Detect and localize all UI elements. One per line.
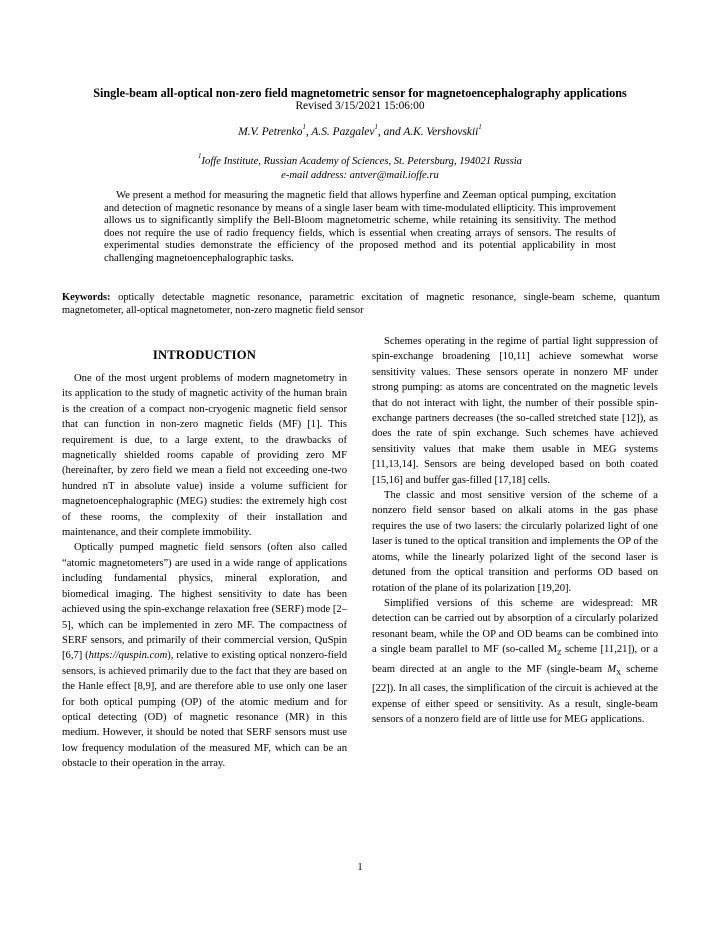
abstract xyxy=(104,190,616,266)
intro-paragraph-3: Schemes operating in the regime of partial light suppression of spin-exchange broadening [10,11] achieve somewhat worse sensitivity values. These sensors operate in nonzero MF under strong pumping: as atoms are concentrated on the magnetic levels that do not interact with light, the number of their possible spin-exchange partners decreases (the so-called stretched state [12]), as does the rate of spin exchange. Such schemes have achieved sensitivity values that make them usable in MEG systems [11,13,14]. Sensors are being developed based on both coated [15,16] and buffer gas-filled [17,18] cells. xyxy=(372,336,658,486)
keywords-label: Keywords: xyxy=(62,292,111,303)
quspin-url-link[interactable]: https://quspin.com xyxy=(88,650,168,662)
author-separator: , and xyxy=(377,126,404,138)
intro-paragraph-2: Optically pumped magnetic field sensors (often also called “atomic magnetometers”) are used in a wide range of applications including fundamental physics, mineral exploration, and biomedical imaging. The highest sensitivity to date has been achieved using the spin-exchange relaxation free (SERF) mode [2–5], which can be implemented in zero MF. The compactness of SERF sensors, and primarily of their commercial version, QuSpin [6,7] (https://quspin.com), relative to existing optical nonzero-field sensors, is achieved primarily due to the fact that they are based on the Hanle effect [8,9], and are therefore able to use only one laser for both optical pumping (OP) of the atomic medium and for optical detecting (OD) of magnetic resonance (MR) in this medium. However, it should be noted that SERF sensors must use low frequency modulation of the measured MF, which can be an obstacle to their operation in the array. xyxy=(62,542,347,770)
affiliation-block xyxy=(60,152,660,183)
revision-date: Revised 3/15/2021 15:06:00 xyxy=(295,100,425,112)
section-heading-introduction: INTRODUCTION xyxy=(152,348,257,362)
author-affiliation-mark: 1 xyxy=(478,123,482,132)
affiliation-mark: 1 xyxy=(198,152,202,161)
contact-email: e-mail address: antver@mail.ioffe.ru xyxy=(281,170,439,181)
intro-paragraph-1: One of the most urgent problems of modern magnetometry in its application to the study of magnetic activity of the human brain is the creation of a compact non-cryogenic magnetic field sensor that can function in non-zero magnetic fields (MF) [1]. This requirement is due, to a large extent, to the drawbacks of magnetically shielded rooms capable of providing zero MF (hereinafter, by zero field we mean a field not exceeding one-two hundred nT in absolute value) inside a volume sufficient for magnetoencephalographic (MEG) studies: the extremely high cost of these rooms, the complexity of their installation and maintenance, and their complete immobility. xyxy=(62,373,347,539)
abstract-text: We present a method for measuring the magnetic field that allows hyperfine and Zeeman optical pumping, excitation and detection of magnetic resonance by means of a single laser beam with time-modulated ellipticity. This improvement allows us to significantly simplify the Bell-Bloom magnetometric scheme, while retaining its sensitivity. The method does not require the use of radio frequency fields, which is essential when creating arrays of sensors. The results of experimental studies demonstrate the efficiency of the proposed method and its potential applicability in most challenging magnetoencephalographic tasks. xyxy=(104,190,616,264)
author-affiliation-mark: 1 xyxy=(302,123,306,132)
author-list xyxy=(60,125,660,139)
page-number: 1 xyxy=(357,862,363,873)
intro-paragraph-5: Simplified versions of this scheme are widespread: MR detection can be carried out by absorption of a circularly polarized resonant beam, while the OP and OD beams can be combined into a single beam parallel to MF (so-called $M_Z$ scheme [11,21]), or a beam directed at an angle to the MF (single-beam $M_X$ scheme [22]). In all cases, the simplification of the circuit is achieved at the expense of either speed or sensitivity. As a result, single-beam sensors of a nonzero field are of little use for MEG applications. xyxy=(372,597,658,725)
left-column xyxy=(62,345,347,772)
affiliation-institute: Ioffe Institute, Russian Academy of Sciences, St. Petersburg, 194021 Russia xyxy=(201,156,522,167)
author-affiliation-mark: 1 xyxy=(374,123,378,132)
intro-paragraph-4: The classic and most sensitive version of the scheme of a nonzero field sensor based on alkali atoms in the gas phase requires the use of two lasers: the circularly polarized light of one laser is tuned to the optical transition and implements the OP of the atoms, while the linearly polarized light of the second laser is detuned from the optical transition and performs OD based on rotation of the plane of its polarization [19,20]. xyxy=(372,490,658,594)
author-name: A.S. Pazgalev xyxy=(311,126,375,138)
keywords-text: optically detectable magnetic resonance, parametric excitation of magnetic resonance, single-beam scheme, quantum magnetometer, all-optical magnetometer, non-zero magnetic field sensor xyxy=(62,292,660,316)
right-column xyxy=(372,334,658,727)
paper-title: Single-beam all-optical non-zero field magnetometric sensor for magnetoencephalography applications xyxy=(93,86,627,100)
author-name: A.K. Vershovskii xyxy=(403,126,479,138)
author-name: M.V. Petrenko xyxy=(238,126,303,138)
author-separator: , xyxy=(305,126,312,138)
keywords xyxy=(62,292,660,317)
